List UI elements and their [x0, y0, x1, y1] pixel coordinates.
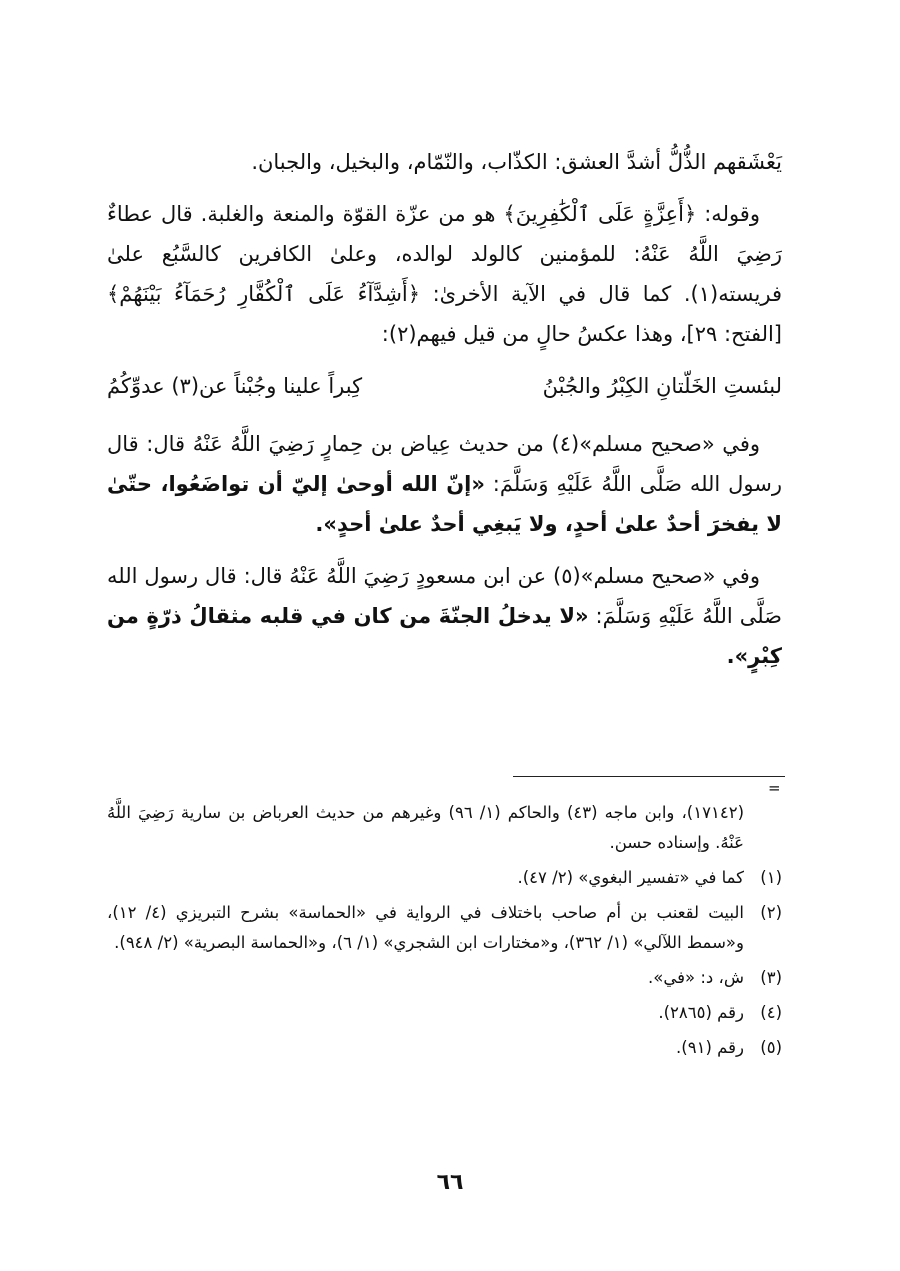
- footnote-text: رقم (٩١).: [676, 1038, 744, 1057]
- paragraph-3-hadith: «إنّ الله أوحىٰ إليّ أن تواضَعُوا، حتّىٰ لا يفخرَ أحدٌ علىٰ أحدٍ، ولا يَبغِي أحدٌ علىٰ أحدٍ».: [107, 472, 782, 536]
- paragraph-3: [107, 424, 782, 544]
- footnote-4: [107, 998, 782, 1028]
- footnote-number: (٢): [760, 903, 782, 922]
- poem-second-hemistich: كِبراً علينا وجُبْناً عن(٣) عدوِّكُمُ: [107, 374, 363, 398]
- poem-first-hemistich: لبئستِ الخَلّتانِ الكِبْرُ والجُبْنُ: [542, 374, 782, 398]
- footnote-continuation-mark: =: [768, 779, 781, 797]
- footnotes: [107, 798, 782, 1068]
- paragraph-2: وقوله: ﴿أَعِزَّةٍ عَلَى ٱلْكَٰفِرِينَ﴾ هو من عزّة القوّة والمنعة والغلبة. قال عطاءٌ رَضِيَ اللَّهُ عَنْهُ: للمؤمنين كالولد لوالده، وعلىٰ الكافرين كالسَّبُع علىٰ فريسته(١). كما قال في الآية الأخرىٰ: ﴿أَشِدَّآءُ عَلَى ٱلْكُفَّارِ رُحَمَآءُ بَيْنَهُمْ﴾ [الفتح: ٢٩]، وهذا عكسُ حالٍ من قيل فيهم(٢):: [107, 202, 782, 346]
- footnote-continued: [107, 798, 782, 858]
- footnote-number: (٣): [760, 968, 782, 987]
- main-text: [107, 142, 782, 688]
- footnote-number: (٥): [760, 1038, 782, 1057]
- footnote-3: [107, 963, 782, 993]
- footnote-2: [107, 898, 782, 958]
- footnote-5: [107, 1033, 782, 1063]
- footnote-continued-text: (١٧١٤٢)، وابن ماجه (٤٣) والحاكم (١/ ٩٦) وغيرهم من حديث العرباض بن سارية رَضِيَ اللَّهُ عَنْهُ. وإسناده حسن.: [107, 803, 744, 852]
- paragraph-1: يَعْشَقهم الذُّلُّ أشدَّ العشق: الكذّاب، والنّمّام، والبخيل، والجبان.: [251, 150, 782, 174]
- paragraph-4-intro: وفي «صحيح مسلم»(٥) عن ابن مسعودٍ رَضِيَ اللَّهُ عَنْهُ قال: قال رسول الله صَلَّى اللَّهُ عَلَيْهِ وَسَلَّمَ:: [107, 564, 782, 628]
- footnote-number: (١): [760, 868, 782, 887]
- footnote-number: (٤): [760, 1003, 782, 1022]
- footnote-1: [107, 863, 782, 893]
- paragraph-4: [107, 556, 782, 676]
- paragraph-3-intro: وفي «صحيح مسلم»(٤) من حديث عِياض بن حِمارٍ رَضِيَ اللَّهُ عَنْهُ قال: قال رسول الله صَلَّى اللَّهُ عَلَيْهِ وَسَلَّمَ:: [107, 432, 782, 496]
- footnote-text: ش، د: «في».: [648, 968, 744, 987]
- poem-verse: [107, 366, 782, 406]
- page-number: ٦٦: [436, 1170, 464, 1195]
- paragraph-4-hadith: «لا يدخلُ الجنّةَ من كان في قلبه مثقالُ ذرّةٍ من كِبْرٍ».: [107, 604, 782, 668]
- footnote-text: البيت لقعنب بن أم صاحب باختلاف في الرواية في «الحماسة» بشرح التبريزي (٤/ ١٢)، و«سمط اللآلي» (١/ ٣٦٢)، و«مختارات ابن الشجري» (١/ ٦)، و«الحماسة البصرية» (٢/ ٩٤٨).: [107, 903, 744, 952]
- footnote-text: كما في «تفسير البغوي» (٢/ ٤٧).: [517, 868, 744, 887]
- footnote-divider: [513, 776, 785, 777]
- footnote-text: رقم (٢٨٦٥).: [658, 1003, 744, 1022]
